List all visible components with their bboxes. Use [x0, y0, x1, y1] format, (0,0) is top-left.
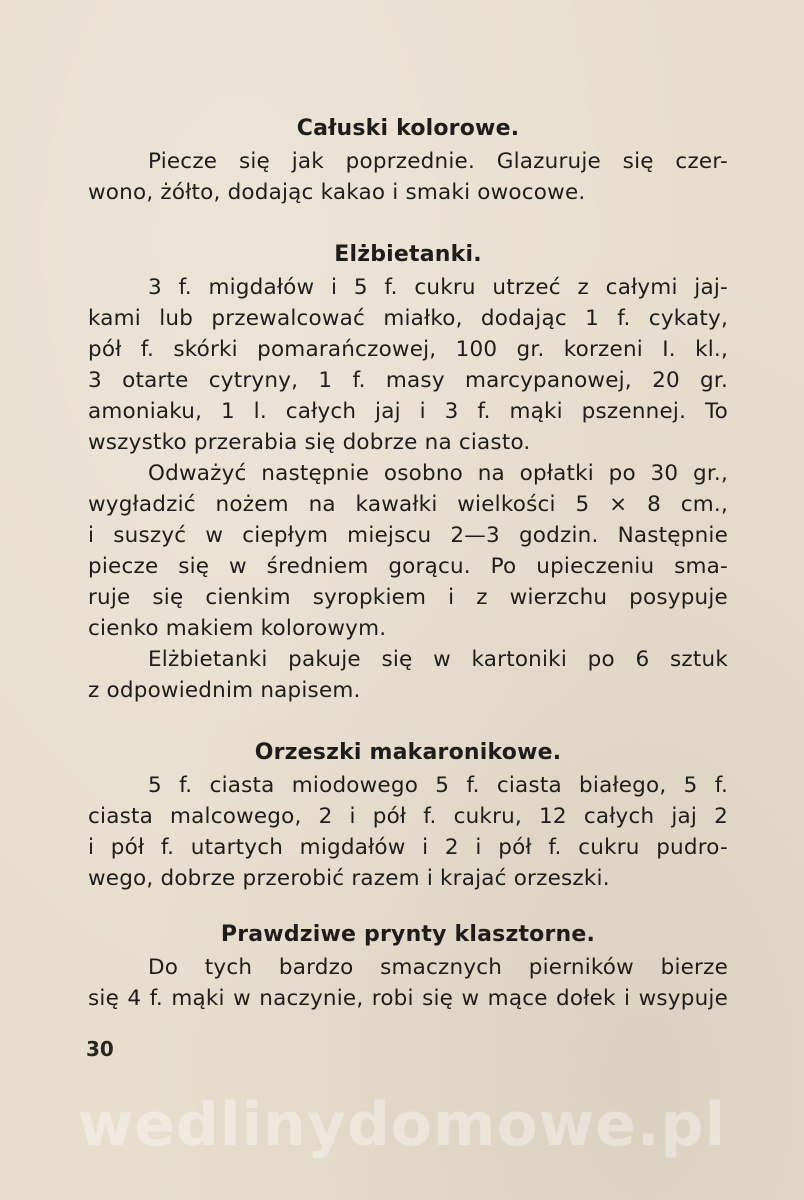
page-number: 30 [86, 1037, 114, 1061]
text-line: Odważyć następnie osobno na opłatki po 30 gr., [148, 461, 728, 486]
text-line: 3 f. migdałów i 5 f. cukru utrzeć z całymi jaj- [148, 275, 728, 300]
text-line: piecze się w średniem gorącu. Po upieczeniu sma- [88, 554, 728, 579]
text-line: wono, żółto, dodając kakao i smaki owocowe. [88, 180, 586, 205]
text-line: ruje się cienkim syropkiem i z wierzchu posypuje [88, 585, 728, 610]
text-line: i suszyć w ciepłym miejscu 2—3 godzin. Następnie [88, 523, 728, 548]
section-heading: Prawdziwe prynty klasztorne. [220, 922, 596, 947]
text-line: wego, dobrze przerobić razem i krajać orzeszki. [88, 866, 610, 891]
text-line: z odpowiednim napisem. [88, 678, 361, 703]
text-line: ciasta malcowego, 2 i pół f. cukru, 12 całych jaj 2 [88, 804, 728, 829]
text-line: cienko makiem kolorowym. [88, 616, 387, 641]
text-line: Do tych bardzo smacznych pierników bierze [148, 955, 728, 980]
text-line: wszystko przerabia się dobrze na ciasto. [88, 430, 531, 455]
section-heading: Całuski kolorowe. [296, 116, 520, 141]
text-line: 3 otarte cytryny, 1 f. masy marcypanowej, 20 gr. [88, 368, 728, 393]
page-content [88, 112, 728, 1014]
text-line: Elżbietanki pakuje się w kartoniki po 6 sztuk [148, 647, 728, 672]
text-line: pół f. skórki pomarańczowej, 100 gr. korzeni I. kl., [88, 337, 728, 362]
text-line: amoniaku, 1 l. całych jaj i 3 f. mąki pszennej. To [88, 399, 728, 424]
text-line: i pół f. utartych migdałów i 2 i pół f. cukru pudro- [88, 835, 728, 860]
section-heading: Elżbietanki. [334, 242, 482, 267]
text-line: kami lub przewalcować miałko, dodając 1 f. cykaty, [88, 306, 728, 331]
section-heading: Orzeszki makaronikowe. [254, 740, 562, 765]
text-line: się 4 f. mąki w naczynie, robi się w mące dołek i wsypuje [88, 986, 728, 1011]
text-line: wygładzić nożem na kawałki wielkości 5 × 8 cm., [88, 492, 728, 517]
watermark: wedlinydomowe.pl [77, 1090, 727, 1160]
text-line: Piecze się jak poprzednie. Glazuruje się czer- [148, 149, 728, 174]
text-line: 5 f. ciasta miodowego 5 f. ciasta białego, 5 f. [148, 773, 728, 798]
